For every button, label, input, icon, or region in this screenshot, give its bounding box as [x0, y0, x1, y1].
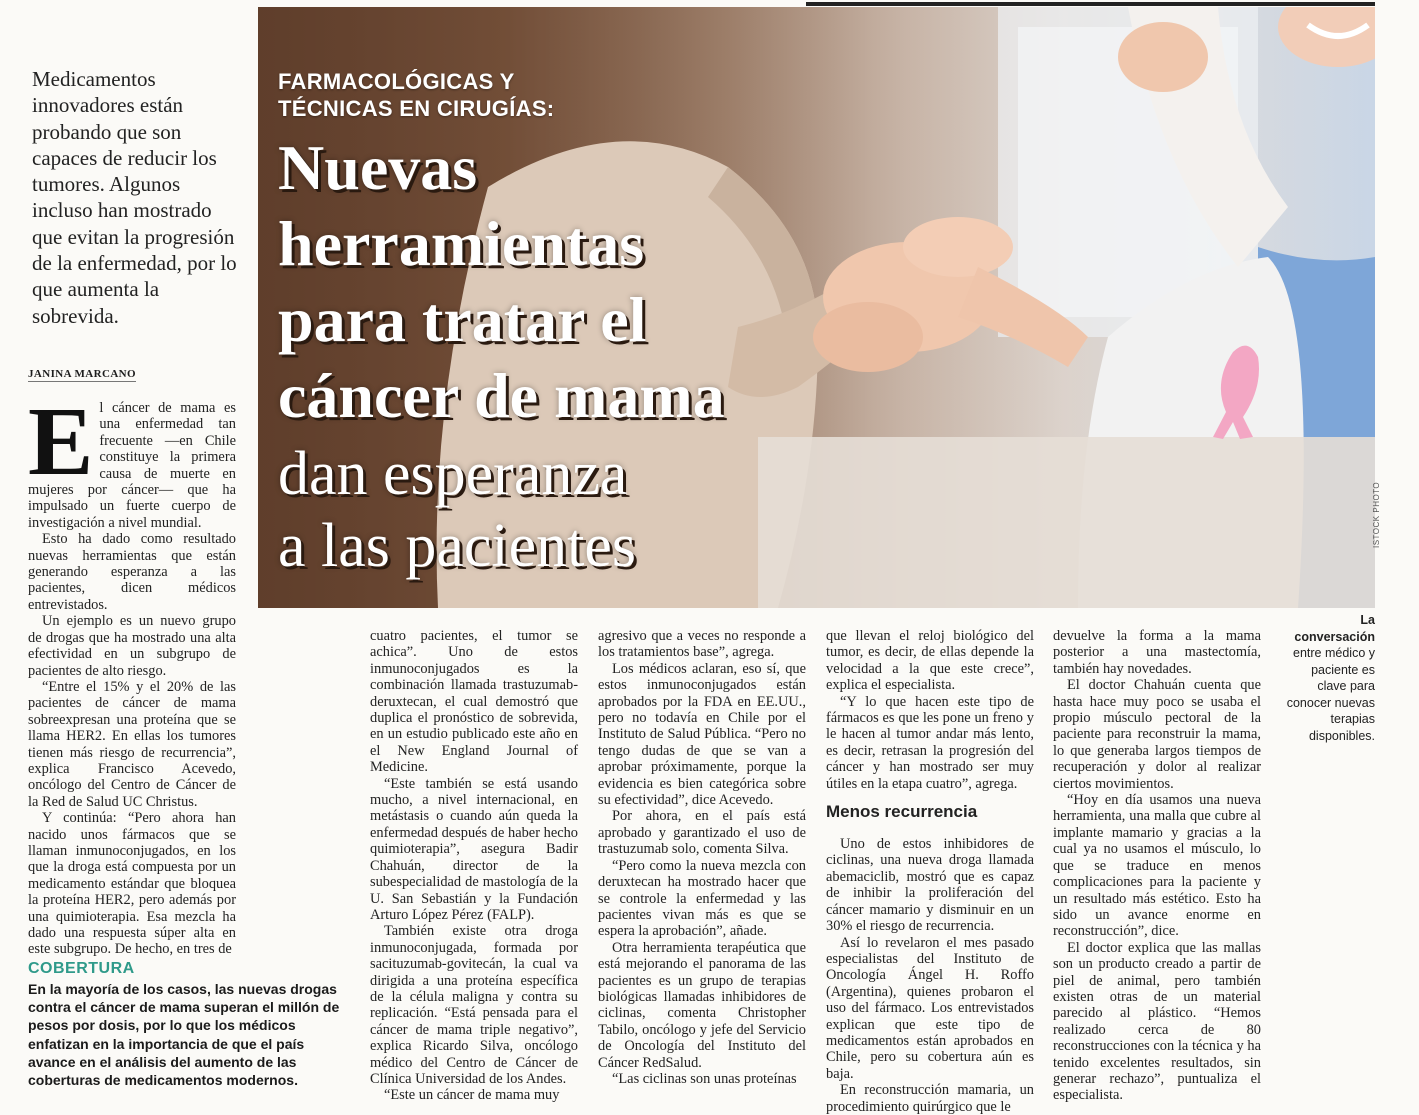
headline — [278, 130, 838, 434]
headline-line: cáncer de mama — [278, 360, 725, 431]
paragraph: cuatro pacientes, el tumor se achica”. Uno de estos inmunoconjugados es la combinación llamada trastuzumab-deruxtecan, el cual demostró que duplica el pronóstico de sobrevida, en un estudio publicado este año en el New England Journal of Medicine. — [370, 628, 578, 776]
box-text: En la mayoría de los casos, las nuevas drogas contra el cáncer de mama superan el millón de pesos por dosis, por lo que los médicos enfatizan en la importancia de que el país avance en el análisis del aumento de las coberturas de medicamentos modernos. — [28, 981, 340, 1089]
kicker — [278, 68, 698, 122]
paragraph: “Las ciclinas son unas proteínas — [612, 1070, 797, 1087]
paragraph: “Entre el 15% y el 20% de las pacientes de cáncer de mama sobreexpresan una proteína que se llama HER2. En ellas los tumores tienen más riesgo de recurrencia”, explica Francisco Acevedo, oncólogo del Centro de Cáncer de la Red de Salud UC Christus. — [28, 678, 236, 810]
column-3 — [598, 628, 806, 1087]
headline-line: para tratar el — [278, 284, 647, 355]
subheadline — [278, 438, 838, 582]
paragraph: “Este un cáncer de mama muy — [384, 1087, 560, 1104]
paragraph: Uno de estos inhibidores de ciclinas, una nueva droga llamada abemaciclib, mostró que es capaz de inhibir la proliferación del cáncer mamario y disminuir en un 30% el riesgo de recurrencia. — [826, 836, 1034, 935]
caption-bold: La conversación — [1294, 613, 1375, 644]
paragraph: Así lo revelaron el mes pasado especialistas del Instituto de Oncología Ángel H. Roffo (Argentina), quienes probaron el uso del fármaco. Los entrevistados explican que este tipo de medicamentos están aprobados en Chile, pero su cobertura aún es baja. — [826, 934, 1034, 1082]
subheadline-line: a las pacientes — [278, 512, 637, 580]
paragraph: En reconstrucción mamaria, un procedimiento quirúrgico que le — [826, 1082, 1034, 1115]
paragraph: Por ahora, en el país está aprobado y garantizado el uso de trastuzumab solo, comenta Silva. — [598, 808, 806, 858]
paragraph: El doctor explica que las mallas son un producto creado a partir de piel de animal, pero también existen otras de un material parecido al plástico. “Hemos realizado cerca de 80 reconstrucciones con la técnica y ha tenido excelentes resultados, sin generar rechazo”, puntualiza el especialista. — [1053, 939, 1261, 1104]
kicker-line: TÉCNICAS EN CIRUGÍAS: — [278, 96, 555, 121]
paragraph: que llevan el reloj biológico del tumor, es decir, de ellas depende la velocidad a la que este crece”, explica el especialista. — [826, 628, 1034, 694]
photo-credit: ISTOCK PHOTO — [1372, 481, 1381, 548]
column-4 — [826, 628, 1034, 1115]
kicker-line: FARMACOLÓGICAS Y — [278, 69, 515, 94]
top-rule — [806, 2, 1375, 6]
paragraph: agresivo que a veces no responde a los tratamientos base”, agrega. — [598, 628, 806, 661]
subheadline-line: dan esperanza — [278, 440, 628, 508]
column-2 — [370, 628, 578, 1104]
paragraph: devuelve la forma a la mama posterior a una mastectomía, también hay novedades. — [1053, 628, 1261, 677]
paragraph: “Y lo que hacen este tipo de fármacos es que les pone un freno y le hacen al tumor andar más lento, es decir, retrasan la progresión del cáncer y han mostrado ser muy útiles en la etapa cuatro”, agrega. — [826, 693, 1034, 792]
paragraph: El doctor Chahuán cuenta que hasta hace muy poco se usaba el propio músculo pectoral de la paciente para reconstruir la mama, lo que generaba largos tiempos de recuperación y dolor al realizar ciertos movimientos. — [1053, 677, 1261, 792]
paragraph: Y continúa: “Pero ahora han nacido unos fármacos que se llaman inmunoconjugados, en los que la droga está compuesta por un medicamento estándar que bloquea la proteína HER2, pero además por una quimioterapia. Esa mezcla ha dado una respuesta súper alta en este subgrupo. De hecho, en tres de — [28, 810, 236, 958]
paragraph: “Hoy en día usamos una nueva herramienta, una malla que cubre al implante mamario y gracias a la cual ya no usamos el músculo, lo que se traduce en menos complicaciones para la paciente y un resultado más estético. Esto ha sido un avance enorme en reconstrucción”, dice. — [1053, 792, 1261, 940]
box-title: COBERTURA — [28, 960, 135, 977]
paragraph: “Este también se está usando mucho, a nivel internacional, en metástasis o cuando aún queda la enfermedad después de haber hecho quimioterapia”, asegura Badir Chahuán, director de la subespecialidad de mastología de la U. San Sebastián y la Fundación Arturo López Pérez (FALP). — [370, 775, 578, 923]
paragraph: Los médicos aclaran, eso sí, que estos inmunoconjugados están aprobados por la FDA en EE.UU., pero no todavía en Chile por el Instituto de Salud Pública. “Pero no tengo dudas de que se van a aprobar próximamente, porque la evidencia es bien categórica sobre su efectividad”, dice Acevedo. — [598, 660, 806, 809]
headline-line: herramientas — [278, 208, 645, 279]
paragraph: Un ejemplo es un nuevo grupo de drogas que ha mostrado una alta efectividad en un subgrupo de pacientes de alto riesgo. — [28, 613, 236, 679]
drop-cap: E — [28, 388, 94, 496]
paragraph: También existe otra droga inmunoconjugada, formada por sacituzumab-govitecán, la cual va dirigida a una proteína específica de la célula maligna y contra su replicación. “Está pensada para el cáncer de mama triple negativo”, explica Ricardo Silva, oncólogo médico del Centro de Cáncer de Clínica Universidad de los Andes. — [370, 923, 578, 1087]
column-1 — [28, 388, 236, 958]
headline-line: Nuevas — [278, 132, 478, 203]
caption-text: entre médico y paciente es clave para conocer nuevas terapias disponibles. — [1286, 646, 1375, 743]
photo-caption — [1280, 612, 1375, 744]
paragraph: “Pero como la nueva mezcla con deruxtecan ha mostrado hacer que se controle la enfermedad y las pacientes vivan más es que se espera la aprobación”, añade. — [598, 857, 806, 940]
paragraph: Esto ha dado como resultado nuevas herramientas que están generando esperanza a las pacientes, dicen médicos entrevistados. — [28, 531, 236, 613]
section-subtitle: Menos recurrencia — [826, 802, 978, 822]
paragraph: l cáncer de mama es una enfermedad tan frecuente —en Chile constituye la primera causa de muerte en mujeres por cáncer— que ha impulsado un fuerte cuerpo de investigación a nivel mundial. — [28, 400, 236, 531]
paragraph: Otra herramienta terapéutica que está mejorando el panorama de las pacientes es un grupo de terapias biológicas llamadas inhibidores de ciclinas, comenta Christopher Tabilo, oncólogo y jefe del Servicio de Oncología del Instituto del Cáncer RedSalud. — [598, 939, 806, 1071]
column-5 — [1053, 628, 1261, 1104]
lead-paragraph: Medicamentos innovadores están probando que son capaces de reducir los tumores. Algunos incluso han mostrado que evitan la progresión de la enfermedad, por lo que aumenta la sobrevida. — [32, 67, 237, 328]
byline: JANINA MARCANO — [28, 368, 136, 380]
